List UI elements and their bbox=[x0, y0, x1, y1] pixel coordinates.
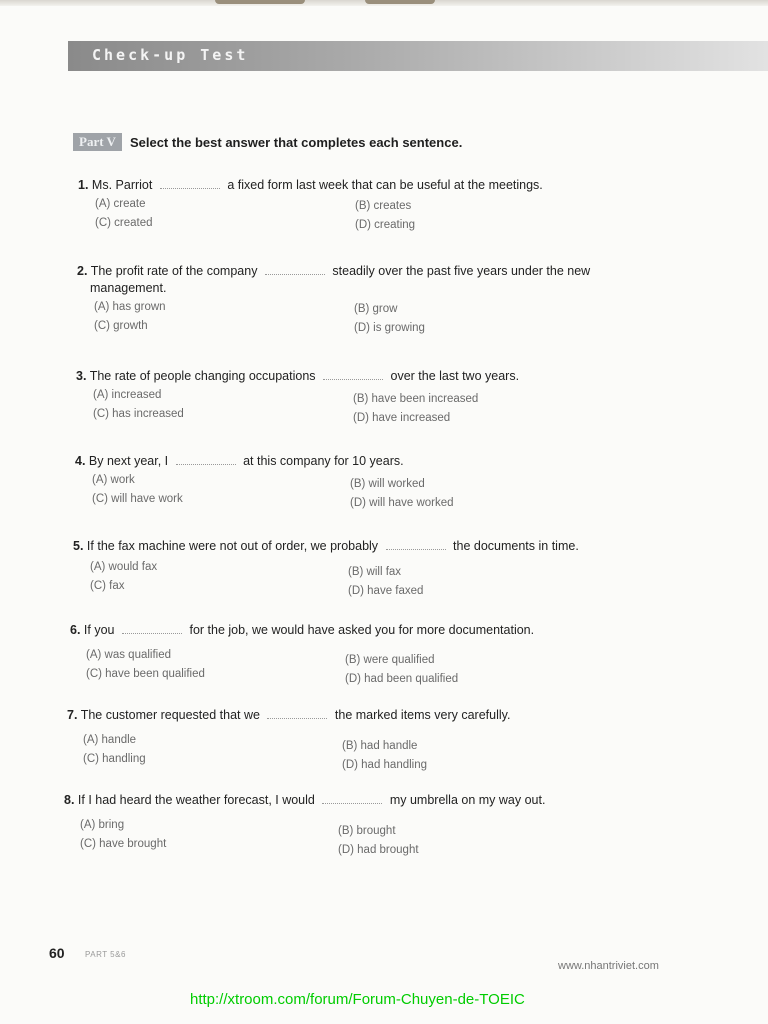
options bbox=[67, 728, 687, 771]
options bbox=[75, 474, 695, 514]
question-stem bbox=[70, 622, 690, 639]
question-8 bbox=[64, 792, 684, 856]
stem-before: If you bbox=[83, 623, 115, 637]
section-header-band bbox=[68, 41, 768, 71]
option-a[interactable]: (A) would fax bbox=[90, 561, 158, 573]
stem-before: If the fax machine were not out of order, we probably bbox=[86, 539, 379, 553]
options bbox=[76, 389, 696, 429]
option-d[interactable]: (D) had handling bbox=[342, 759, 428, 771]
question-3 bbox=[76, 368, 696, 429]
option-c[interactable]: (C) have been qualified bbox=[86, 668, 205, 680]
option-a[interactable]: (A) work bbox=[92, 474, 135, 486]
stem-before: If I had heard the weather forecast, I would bbox=[77, 793, 315, 807]
stem-before: The profit rate of the company bbox=[90, 264, 258, 278]
option-c[interactable]: (C) handling bbox=[83, 753, 146, 765]
stem-after: the marked items very carefully. bbox=[334, 708, 511, 722]
forum-link[interactable]: http://xtroom.com/forum/Forum-Chuyen-de-TOEIC bbox=[190, 991, 525, 1008]
part-instruction: Select the best answer that completes each sentence. bbox=[129, 134, 463, 150]
option-b[interactable]: (B) creates bbox=[355, 200, 412, 212]
question-stem bbox=[64, 792, 684, 809]
question-number: 8. bbox=[64, 793, 75, 807]
top-scan-mark-right bbox=[365, 0, 435, 4]
option-d[interactable]: (D) creating bbox=[355, 219, 416, 231]
option-a[interactable]: (A) was qualified bbox=[86, 649, 172, 661]
part-badge: Part V bbox=[73, 133, 122, 151]
options bbox=[70, 643, 690, 683]
question-2 bbox=[77, 263, 677, 341]
stem-after: a fixed form last week that can be useful at the meetings. bbox=[227, 178, 543, 192]
question-number: 5. bbox=[73, 539, 84, 553]
option-b[interactable]: (B) will fax bbox=[348, 566, 402, 578]
option-c[interactable]: (C) will have work bbox=[92, 493, 183, 505]
answer-blank bbox=[160, 178, 220, 189]
section-title: Check-up Test bbox=[92, 46, 249, 64]
top-scan-mark-left bbox=[215, 0, 305, 4]
question-6 bbox=[70, 622, 690, 683]
option-a[interactable]: (A) create bbox=[95, 198, 146, 210]
question-1 bbox=[78, 177, 698, 238]
option-a[interactable]: (A) bring bbox=[80, 819, 125, 831]
question-stem bbox=[78, 177, 698, 194]
question-number: 3. bbox=[76, 369, 87, 383]
options bbox=[64, 813, 684, 856]
answer-blank bbox=[323, 369, 383, 380]
option-c[interactable]: (C) has increased bbox=[93, 408, 184, 420]
stem-after: the documents in time. bbox=[453, 539, 579, 553]
options bbox=[78, 198, 698, 238]
option-b[interactable]: (B) have been increased bbox=[353, 393, 479, 405]
option-d[interactable]: (D) will have worked bbox=[350, 497, 454, 509]
page-number: 60 bbox=[49, 945, 65, 961]
question-number: 1. bbox=[78, 178, 89, 192]
stem-after: my umbrella on my way out. bbox=[389, 793, 546, 807]
option-a[interactable]: (A) has grown bbox=[94, 301, 166, 313]
option-c[interactable]: (C) have brought bbox=[80, 838, 167, 850]
option-d[interactable]: (D) had been qualified bbox=[345, 673, 459, 685]
option-b[interactable]: (B) brought bbox=[338, 825, 396, 837]
option-d[interactable]: (D) had brought bbox=[338, 844, 419, 856]
question-7 bbox=[67, 707, 687, 771]
stem-after: for the job, we would have asked you for more documentation. bbox=[189, 623, 535, 637]
question-number: 7. bbox=[67, 708, 78, 722]
options bbox=[73, 559, 673, 599]
answer-blank bbox=[267, 708, 327, 719]
question-number: 2. bbox=[77, 264, 88, 278]
option-c[interactable]: (C) growth bbox=[94, 320, 148, 332]
question-stem bbox=[75, 453, 695, 470]
answer-blank bbox=[265, 264, 325, 275]
option-b[interactable]: (B) will worked bbox=[350, 478, 425, 490]
option-b[interactable]: (B) were qualified bbox=[345, 654, 435, 666]
stem-before: The rate of people changing occupations bbox=[89, 369, 316, 383]
question-number: 6. bbox=[70, 623, 81, 637]
answer-blank bbox=[122, 623, 182, 634]
stem-before: By next year, I bbox=[88, 454, 169, 468]
option-b[interactable]: (B) had handle bbox=[342, 740, 418, 752]
answer-blank bbox=[322, 793, 382, 804]
stem-before: Ms. Parriot bbox=[91, 178, 153, 192]
option-c[interactable]: (C) created bbox=[95, 217, 153, 229]
option-a[interactable]: (A) increased bbox=[93, 389, 162, 401]
question-stem bbox=[73, 538, 673, 555]
stem-before: The customer requested that we bbox=[80, 708, 260, 722]
question-5 bbox=[73, 538, 673, 599]
stem-after: steadily over the past five years under the new bbox=[332, 264, 591, 278]
question-stem bbox=[76, 368, 696, 385]
stem-continuation: management. bbox=[90, 281, 167, 295]
question-4 bbox=[75, 453, 695, 514]
option-c[interactable]: (C) fax bbox=[90, 580, 125, 592]
stem-after: over the last two years. bbox=[390, 369, 520, 383]
publisher-site: www.nhantriviet.com bbox=[558, 960, 659, 972]
question-stem bbox=[77, 263, 677, 297]
option-a[interactable]: (A) handle bbox=[83, 734, 137, 746]
option-d[interactable]: (D) is growing bbox=[354, 322, 425, 334]
question-stem bbox=[67, 707, 687, 724]
answer-blank bbox=[386, 539, 446, 550]
question-number: 4. bbox=[75, 454, 86, 468]
part-heading bbox=[73, 133, 462, 151]
stem-after: at this company for 10 years. bbox=[243, 454, 404, 468]
option-d[interactable]: (D) have increased bbox=[353, 412, 451, 424]
answer-blank bbox=[176, 454, 236, 465]
options bbox=[77, 301, 677, 341]
option-b[interactable]: (B) grow bbox=[354, 303, 398, 315]
option-d[interactable]: (D) have faxed bbox=[348, 585, 424, 597]
page-section-label: PART 5&6 bbox=[85, 950, 126, 959]
